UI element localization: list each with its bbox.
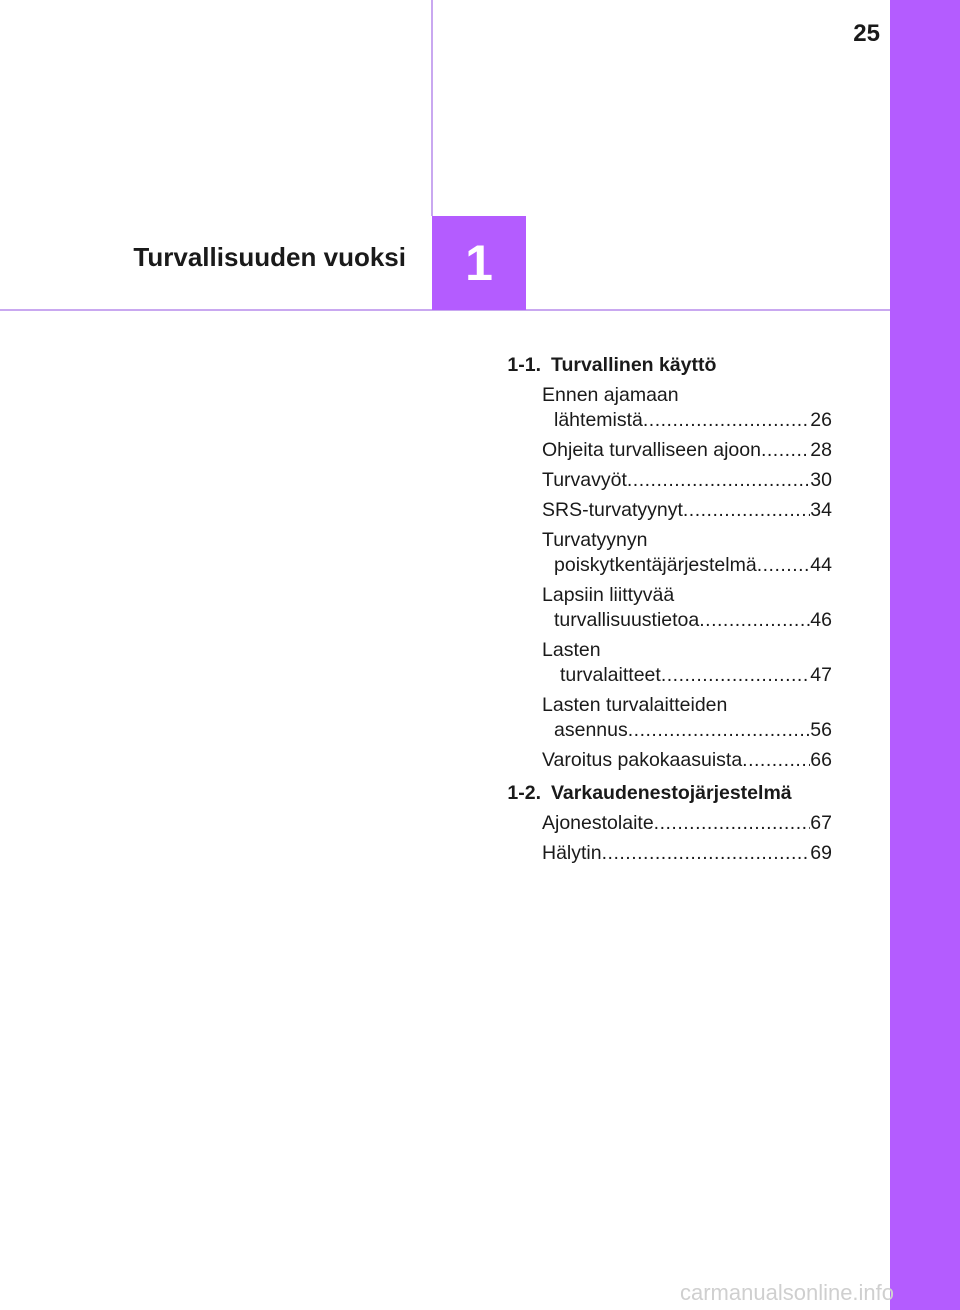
section-number: 1-1.	[507, 354, 541, 376]
toc-entry[interactable]	[542, 748, 832, 773]
chapter-number-box	[432, 216, 526, 310]
toc-section	[460, 353, 832, 773]
dot-leader	[699, 608, 810, 633]
side-color-tab	[890, 0, 960, 1310]
toc-entry[interactable]	[542, 468, 832, 493]
entry-label: Turvavyöt	[542, 469, 627, 491]
toc-entry[interactable]	[542, 693, 832, 743]
dot-leader	[761, 438, 810, 463]
dot-leader	[628, 718, 811, 743]
entry-page: 28	[810, 439, 832, 461]
entry-label: Lasten	[542, 639, 601, 661]
entry-page: 66	[810, 749, 832, 771]
dot-leader	[654, 811, 811, 836]
chapter-title: Turvallisuuden vuoksi	[133, 242, 406, 272]
toc-section-heading[interactable]	[460, 353, 832, 378]
dot-leader	[602, 841, 811, 866]
toc-entry[interactable]	[542, 528, 832, 578]
entry-page: 47	[810, 664, 832, 686]
entry-label: Varoitus pakokaasuista	[542, 749, 743, 771]
entry-label: lähtemistä	[554, 409, 643, 431]
entry-label: Hälytin	[542, 842, 602, 864]
entry-label: Ohjeita turvalliseen ajoon	[542, 439, 761, 461]
entry-label: Lasten turvalaitteiden	[542, 694, 728, 716]
table-of-contents	[460, 353, 832, 874]
watermark: carmanualsonline.info	[680, 1280, 895, 1305]
dot-leader	[661, 663, 810, 688]
entry-label: Ennen ajamaan	[542, 384, 679, 406]
chapter-number: 1	[465, 235, 493, 291]
entry-label: poiskytkentäjärjestelmä	[554, 554, 757, 576]
entry-label: Lapsiin liittyvää	[542, 584, 675, 606]
entry-page: 46	[810, 609, 832, 631]
entry-page: 67	[810, 812, 832, 834]
toc-section	[460, 781, 832, 866]
section-title: Turvallinen käyttö	[551, 354, 717, 376]
entry-page: 34	[810, 499, 832, 521]
section-title: Varkaudenestojärjestelmä	[551, 782, 792, 804]
entry-label: Ajonestolaite	[542, 812, 654, 834]
page-number: 25	[853, 20, 880, 47]
toc-entry[interactable]	[542, 383, 832, 433]
entry-page: 44	[810, 554, 832, 576]
entry-label: asennus	[554, 719, 628, 741]
dot-leader	[757, 553, 811, 578]
entry-page: 30	[810, 469, 832, 491]
toc-entry[interactable]	[542, 438, 832, 463]
dot-leader	[643, 408, 810, 433]
toc-entry[interactable]	[542, 811, 832, 836]
entry-label: Turvatyynyn	[542, 529, 648, 551]
dot-leader	[627, 468, 810, 493]
toc-entry[interactable]	[542, 841, 832, 866]
entry-label: SRS-turvatyynyt	[542, 499, 683, 521]
toc-entry[interactable]	[542, 498, 832, 523]
section-number: 1-2.	[507, 782, 541, 804]
dot-leader	[683, 498, 810, 523]
entry-label: turvalaitteet	[560, 664, 661, 686]
entry-page: 69	[810, 842, 832, 864]
entry-label: turvallisuustietoa	[554, 609, 700, 631]
entry-page: 56	[810, 719, 832, 741]
toc-entry[interactable]	[542, 638, 832, 688]
vertical-divider	[431, 0, 433, 216]
dot-leader	[742, 748, 810, 773]
toc-entry[interactable]	[542, 583, 832, 633]
toc-section-heading[interactable]	[460, 781, 832, 806]
entry-page: 26	[810, 409, 832, 431]
